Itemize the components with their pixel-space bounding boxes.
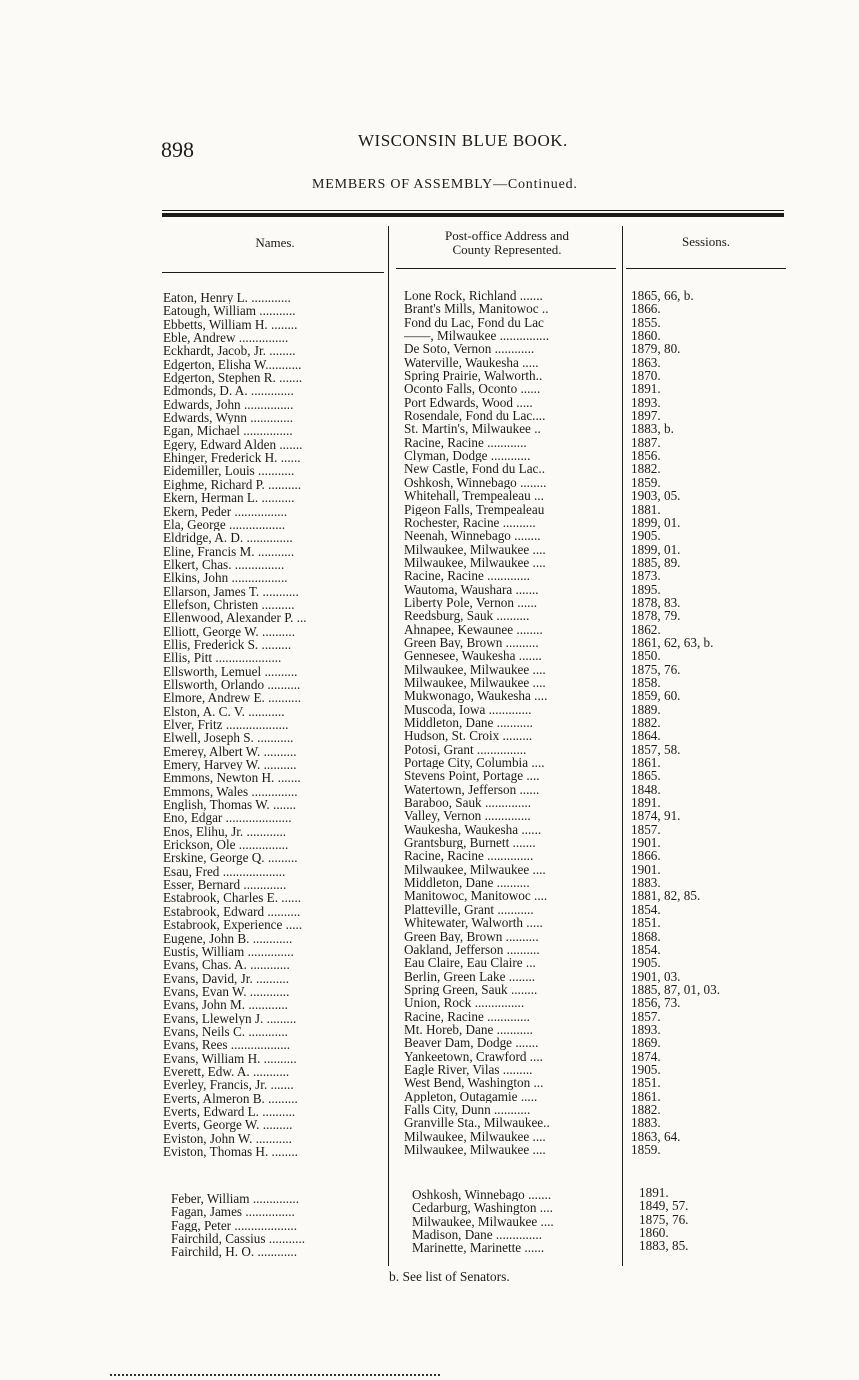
member-sessions: 1883, 85.: [639, 1239, 689, 1253]
member-name: Fairchild, H. O. ............: [171, 1245, 298, 1259]
member-sessions: 1863, 64.: [631, 1129, 681, 1143]
member-name: Emmons, Newton H. .......: [163, 771, 301, 785]
header-rule-address: [396, 268, 616, 269]
member-name: Ellarson, James T. ...........: [163, 584, 299, 598]
member-address: Green Bay, Brown ..........: [404, 635, 539, 650]
member-name: Everett, Edw. A. ...........: [163, 1064, 290, 1079]
member-address: Madison, Dane ..............: [412, 1228, 543, 1242]
member-sessions: 1887.: [631, 435, 661, 450]
member-address: Cedarburg, Washington ....: [412, 1201, 553, 1215]
member-name: Ellis, Pitt ....................: [163, 651, 282, 665]
member-sessions: 1878, 79.: [631, 609, 681, 623]
member-sessions: 1891.: [631, 382, 661, 396]
sessions-list-f: [639, 1186, 779, 1253]
member-sessions: 1849, 57.: [639, 1199, 689, 1213]
member-name: Erskine, George Q. .........: [163, 851, 298, 865]
member-address: Mukwonago, Waukesha ....: [404, 689, 548, 703]
member-sessions: 1861.: [631, 1089, 661, 1103]
member-name: Fagg, Peter ...................: [171, 1218, 298, 1233]
member-name: Eldridge, A. D. ..............: [163, 531, 293, 545]
member-address: Baraboo, Sauk ..............: [404, 796, 532, 810]
member-address: Milwaukee, Milwaukee ....: [404, 1143, 546, 1157]
member-address: Milwaukee, Milwaukee ....: [404, 662, 546, 676]
member-sessions: 1875, 76.: [639, 1212, 689, 1227]
member-sessions: 1851.: [631, 1076, 661, 1090]
header-rule-sessions: [626, 268, 786, 269]
member-address: Port Edwards, Wood .....: [404, 395, 533, 410]
member-name: Everts, George W. .........: [163, 1118, 293, 1132]
member-address: Milwaukee, Milwaukee ....: [404, 862, 546, 877]
member-sessions: 1905.: [631, 956, 661, 970]
member-name: Eidemiller, Louis ...........: [163, 464, 295, 478]
member-name: Ellsworth, Orlando ..........: [163, 677, 301, 692]
member-sessions: 1866.: [631, 302, 661, 316]
member-address: Fond du Lac, Fond du Lac: [404, 315, 544, 330]
member-sessions: 1851.: [631, 916, 661, 930]
member-sessions: 1879, 80.: [631, 342, 681, 356]
member-name: Enos, Elihu, Jr. ............: [163, 824, 287, 839]
member-sessions: 1873.: [631, 569, 661, 583]
address-list-f: [412, 1188, 622, 1255]
member-address: De Soto, Vernon ............: [404, 342, 535, 356]
header-rule-names: [162, 272, 384, 273]
member-name: Elver, Fritz ...................: [163, 718, 289, 732]
member-name: Evans, Neils C. ............: [163, 1024, 288, 1039]
member-sessions: 1901.: [631, 862, 661, 877]
member-address: Waterville, Waukesha .....: [404, 355, 539, 370]
member-name: Egery, Edward Alden .......: [163, 437, 303, 452]
member-address: Stevens Point, Portage ....: [404, 769, 540, 783]
member-sessions: 1860.: [639, 1226, 669, 1240]
member-address: Milwaukee, Milwaukee ....: [404, 675, 546, 690]
member-name: Edwards, John ...............: [163, 397, 294, 412]
member-name: Evans, John M. ............: [163, 998, 288, 1012]
member-address: Muscoda, Iowa .............: [404, 702, 532, 716]
member-sessions: 1903, 05.: [631, 489, 681, 503]
top-rule-thin: [162, 210, 784, 211]
member-name: Eugene, John B. ............: [163, 931, 293, 945]
member-sessions: 1881, 82, 85.: [631, 889, 701, 903]
member-sessions: 1883, b.: [631, 422, 674, 436]
member-sessions: 1861.: [631, 756, 661, 770]
member-sessions: 1891.: [639, 1186, 669, 1200]
member-name: Edgerton, Elisha W...........: [163, 357, 302, 372]
member-address: Liberty Pole, Vernon ......: [404, 595, 538, 610]
names-list-f: [171, 1192, 387, 1259]
member-name: Ela, George .................: [163, 517, 286, 532]
member-sessions: 1891.: [631, 796, 661, 810]
names-column-header: Names.: [255, 235, 295, 250]
member-name: Ebbetts, William H. ........: [163, 317, 298, 332]
member-name: Emery, Harvey W. ..........: [163, 758, 297, 772]
member-name: Ehinger, Frederick H. ......: [163, 451, 301, 465]
member-sessions: 1848.: [631, 782, 661, 797]
member-name: Eckhardt, Jacob, Jr. ........: [163, 344, 296, 358]
member-sessions: 1881.: [631, 502, 661, 516]
member-name: Eline, Francis M. ...........: [163, 544, 295, 558]
member-name: Eighme, Richard P. ..........: [163, 477, 302, 492]
member-name: Esau, Fred ...................: [163, 864, 286, 879]
member-address: Milwaukee, Milwaukee ....: [404, 555, 546, 570]
member-address: Potosi, Grant ...............: [404, 742, 527, 757]
member-sessions: 1856, 73.: [631, 996, 681, 1010]
member-name: Ekern, Peder ................: [163, 504, 288, 518]
member-name: Elwell, Joseph S. ...........: [163, 731, 294, 745]
member-name: Eatough, William ...........: [163, 304, 296, 318]
member-address: Ahnapee, Kewaunee ........: [404, 622, 543, 636]
member-name: Estabrook, Charles E. ......: [163, 891, 302, 905]
member-name: Ekern, Herman L. ..........: [163, 491, 295, 505]
section-subtitle: MEMBERS OF ASSEMBLY—Continued.: [312, 177, 578, 192]
member-sessions: 1899, 01.: [631, 542, 681, 556]
member-sessions: 1863.: [631, 355, 661, 370]
member-sessions: 1866.: [631, 849, 661, 863]
member-address: Portage City, Columbia ....: [404, 756, 545, 770]
member-address: Marinette, Marinette ......: [412, 1241, 545, 1255]
member-name: Fairchild, Cassius ...........: [171, 1232, 306, 1246]
member-address: Yankeetown, Crawford ....: [404, 1049, 543, 1063]
sessions-list-e: [631, 289, 781, 1156]
member-name: Elston, A. C. V. ...........: [163, 704, 285, 718]
member-sessions: 1859.: [631, 1143, 661, 1157]
member-name: Evans, Evan W. ............: [163, 984, 290, 999]
member-address: Whitehall, Trempealeau ...: [404, 489, 544, 503]
member-name: Feber, William ..............: [171, 1192, 299, 1206]
member-sessions: 1905.: [631, 529, 661, 543]
member-address: Watertown, Jefferson ......: [404, 782, 540, 797]
member-sessions: 1857, 58.: [631, 742, 681, 757]
member-sessions: 1869.: [631, 1036, 661, 1050]
member-address: Clyman, Dodge ............: [404, 449, 531, 463]
member-name: Ellefson, Christen ..........: [163, 597, 295, 612]
member-sessions: 1901.: [631, 836, 661, 850]
member-sessions: 1857.: [631, 1009, 661, 1023]
member-address: Green Bay, Brown ..........: [404, 929, 539, 943]
names-list-e: [163, 291, 385, 1158]
member-address: Reedsburg, Sauk ..........: [404, 609, 530, 623]
member-sessions: 1854.: [631, 942, 661, 957]
member-address: Valley, Vernon ..............: [404, 809, 531, 823]
member-address: Waukesha, Waukesha ......: [404, 822, 542, 837]
member-name: Elkert, Chas. ...............: [163, 557, 285, 572]
member-address: Grantsburg, Burnett .......: [404, 836, 536, 850]
member-name: Esser, Bernard .............: [163, 878, 287, 892]
member-name: Edgerton, Stephen R. .......: [163, 371, 303, 385]
member-name: Emmons, Wales ..............: [163, 784, 298, 799]
member-sessions: 1874, 91.: [631, 809, 681, 823]
member-sessions: 1885, 89.: [631, 555, 681, 570]
member-sessions: 1883.: [631, 1116, 661, 1130]
member-address: Pigeon Falls, Trempealeau: [404, 502, 545, 516]
member-name: Evans, Chas. A. ............: [163, 958, 290, 972]
member-sessions: 1864.: [631, 729, 661, 743]
member-sessions: 1901, 03.: [631, 969, 681, 983]
page-number: 898: [161, 137, 194, 162]
member-name: Ellenwood, Alexander P. ...: [163, 611, 307, 625]
member-address: Racine, Racine ............: [404, 435, 527, 450]
member-sessions: 1874.: [631, 1049, 661, 1063]
member-name: Estabrook, Edward ..........: [163, 904, 301, 919]
member-sessions: 1868.: [631, 929, 661, 943]
member-address: West Bend, Washington ...: [404, 1076, 544, 1090]
member-address: Oakland, Jefferson ..........: [404, 942, 540, 957]
member-sessions: 1882.: [631, 716, 661, 730]
member-address: Berlin, Green Lake ........: [404, 969, 536, 983]
member-sessions: 1893.: [631, 395, 661, 410]
member-name: Elliott, George W. ..........: [163, 624, 295, 638]
member-address: Oshkosh, Winnebago .......: [412, 1188, 552, 1202]
member-sessions: 1899, 01.: [631, 515, 681, 530]
member-sessions: 1857.: [631, 822, 661, 837]
member-address: Mt. Horeb, Dane ...........: [404, 1022, 533, 1037]
bottom-edge-artifact: [110, 1374, 440, 1379]
footnote-senators: b. See list of Senators.: [389, 1269, 510, 1284]
member-sessions: 1860.: [631, 329, 661, 343]
member-address: Rosendale, Fond du Lac....: [404, 409, 546, 423]
member-name: Estabrook, Experience .....: [163, 918, 303, 932]
member-address: Oconto Falls, Oconto ......: [404, 382, 541, 396]
member-address: Platteville, Grant ...........: [404, 902, 534, 917]
member-sessions: 1878, 83.: [631, 595, 681, 610]
member-address: Beaver Dam, Dodge .......: [404, 1036, 539, 1050]
sessions-column-header: Sessions.: [681, 234, 731, 249]
member-address: Spring Prairie, Walworth..: [404, 369, 543, 383]
member-name: Eviston, Thomas H. ........: [163, 1145, 298, 1159]
member-sessions: 1882.: [631, 462, 661, 476]
member-address: Eau Claire, Eau Claire ...: [404, 956, 536, 970]
member-name: Egan, Michael ...............: [163, 424, 293, 438]
top-rule-thick: [162, 213, 784, 217]
member-name: Emerey, Albert W. ..........: [163, 744, 297, 759]
member-name: Ellis, Frederick S. .........: [163, 637, 292, 652]
member-sessions: 1861, 62, 63, b.: [631, 635, 714, 650]
member-sessions: 1854.: [631, 902, 661, 917]
member-sessions: 1885, 87, 01, 03.: [631, 982, 721, 997]
member-name: Edwards, Wynn .............: [163, 411, 294, 425]
member-name: Eviston, John W. ...........: [163, 1131, 292, 1145]
member-address: Granville Sta., Milwaukee..: [404, 1116, 550, 1130]
member-name: Erickson, Ole ...............: [163, 838, 289, 852]
address-list-e: [404, 289, 619, 1156]
member-sessions: 1862.: [631, 622, 661, 636]
member-name: Evans, William H. ..........: [163, 1051, 297, 1065]
member-address: Union, Rock ...............: [404, 996, 525, 1010]
member-address: Milwaukee, Milwaukee ....: [404, 542, 546, 556]
member-name: Eustis, William ..............: [163, 944, 294, 959]
member-address: Manitowoc, Manitowoc ....: [404, 889, 548, 903]
member-sessions: 1883.: [631, 876, 661, 890]
member-address: Gennesee, Waukesha .......: [404, 649, 542, 663]
member-sessions: 1850.: [631, 649, 661, 663]
member-sessions: 1882.: [631, 1102, 661, 1117]
column-divider-2: [622, 226, 623, 1266]
member-name: Eble, Andrew ...............: [163, 331, 289, 345]
member-sessions: 1893.: [631, 1022, 661, 1037]
address-header-line-2: County Represented.: [452, 242, 562, 257]
member-address: Oshkosh, Winnebago ........: [404, 475, 547, 490]
member-address: Neenah, Winnebago ........: [404, 529, 541, 543]
member-sessions: 1859.: [631, 475, 661, 490]
member-address: St. Martin's, Milwaukee ..: [404, 422, 541, 436]
address-header-line-1: Post-office Address and: [445, 228, 569, 243]
member-address: Hudson, St. Croix .........: [404, 729, 533, 743]
member-name: Elmore, Andrew E. ..........: [163, 691, 302, 705]
member-address: ——, Milwaukee ...............: [404, 329, 550, 343]
member-address: Appleton, Outagamie .....: [404, 1089, 538, 1103]
member-address: Lone Rock, Richland .......: [404, 289, 543, 303]
member-sessions: 1865.: [631, 769, 661, 783]
member-address: Spring Green, Sauk ........: [404, 982, 538, 997]
column-divider-1: [388, 226, 389, 1266]
address-column-header: [396, 229, 618, 257]
member-name: Eaton, Henry L. ............: [163, 291, 291, 305]
member-name: Edmonds, D. A. .............: [163, 384, 294, 398]
member-sessions: 1865, 66, b.: [631, 289, 694, 303]
member-sessions: 1870.: [631, 369, 661, 383]
member-sessions: 1856.: [631, 449, 661, 463]
member-sessions: 1875, 76.: [631, 662, 681, 676]
member-address: Racine, Racine ..............: [404, 849, 534, 863]
member-sessions: 1895.: [631, 582, 661, 596]
member-name: English, Thomas W. .......: [163, 798, 297, 812]
member-name: Ellsworth, Lemuel ..........: [163, 664, 298, 678]
running-title: WISCONSIN BLUE BOOK.: [358, 131, 568, 150]
member-name: Evans, David, Jr. ..........: [163, 971, 290, 985]
member-name: Elkins, John .................: [163, 571, 288, 585]
member-address: Racine, Racine .............: [404, 1009, 530, 1023]
member-name: Everley, Francis, Jr. .......: [163, 1078, 294, 1092]
member-address: Racine, Racine .............: [404, 569, 530, 583]
member-name: Everts, Edward L. ..........: [163, 1104, 296, 1119]
member-address: Milwaukee, Milwaukee ....: [412, 1214, 554, 1229]
member-name: Evans, Rees ..................: [163, 1038, 291, 1052]
member-name: Everts, Almeron B. .........: [163, 1091, 298, 1105]
member-name: Eno, Edgar ....................: [163, 811, 292, 825]
member-address: Falls City, Dunn ...........: [404, 1102, 531, 1117]
member-sessions: 1858.: [631, 675, 661, 690]
member-address: Wautoma, Waushara .......: [404, 582, 539, 596]
member-sessions: 1897.: [631, 409, 661, 423]
member-sessions: 1889.: [631, 702, 661, 716]
member-address: Brant's Mills, Manitowoc ..: [404, 302, 549, 316]
member-address: Middleton, Dane ...........: [404, 716, 533, 730]
member-sessions: 1905.: [631, 1062, 661, 1077]
member-name: Fagan, James ...............: [171, 1205, 295, 1219]
member-address: New Castle, Fond du Lac..: [404, 462, 546, 476]
member-name: Evans, Llewelyn J. .........: [163, 1011, 297, 1025]
member-address: Middleton, Dane ..........: [404, 876, 530, 890]
member-address: Whitewater, Walworth .....: [404, 916, 543, 930]
member-sessions: 1859, 60.: [631, 689, 681, 703]
member-address: Milwaukee, Milwaukee ....: [404, 1129, 546, 1143]
member-address: Rochester, Racine ..........: [404, 515, 536, 530]
member-address: Eagle River, Vilas .........: [404, 1062, 533, 1077]
member-sessions: 1855.: [631, 315, 661, 330]
